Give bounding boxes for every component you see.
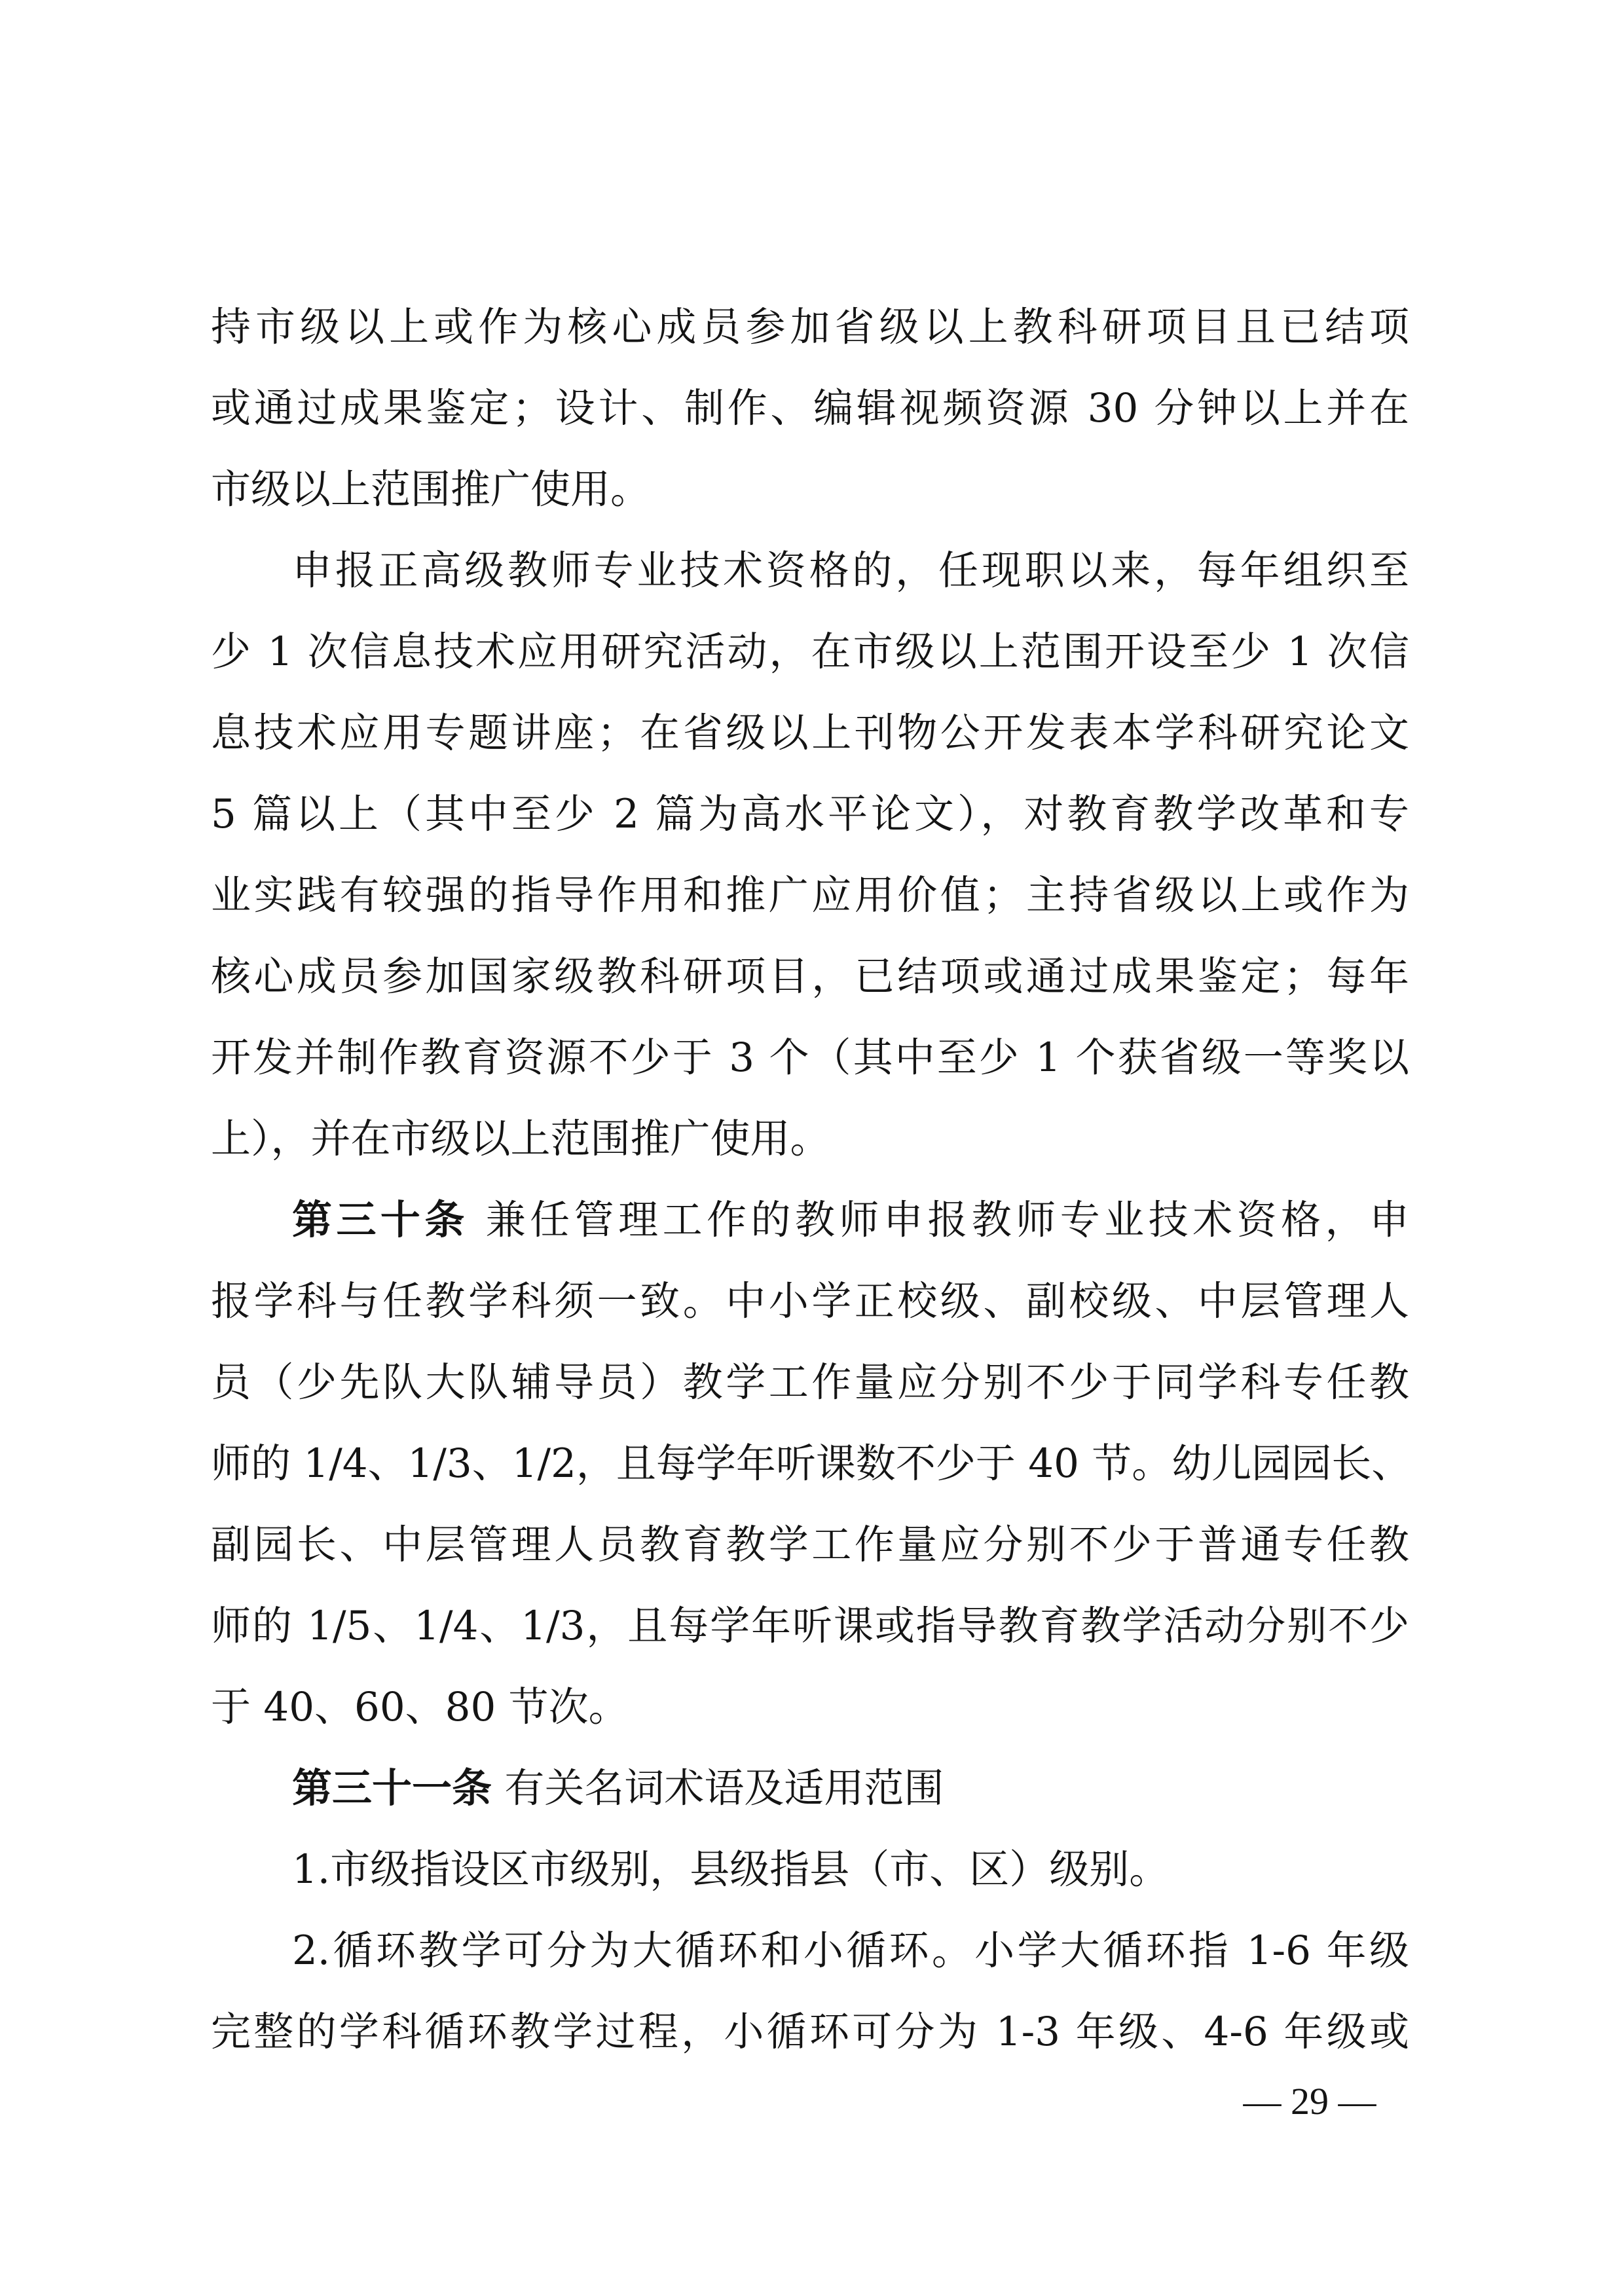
line-text: 报学科与任教学科须一致。中小学正校级、副校级、中层管理人 xyxy=(211,1278,1409,1324)
paragraph-line xyxy=(211,1425,1412,1503)
article-heading-line xyxy=(292,1749,1409,1828)
paragraph-line xyxy=(211,1993,1409,2071)
paragraph-line xyxy=(292,1831,1409,1909)
line-text: 开发并制作教育资源不少于 3 个（其中至少 1 个获省级一等奖以 xyxy=(211,1034,1409,1081)
paragraph-line xyxy=(211,1506,1409,1584)
paragraph-line xyxy=(211,1668,1409,1747)
line-text: 兼任管理工作的教师申报教师专业技术资格，申 xyxy=(485,1197,1409,1243)
paragraph-line xyxy=(211,369,1409,448)
line-text: 业实践有较强的指导作用和推广应用价值；主持省级以上或作为 xyxy=(211,872,1409,919)
paragraph-line xyxy=(292,1912,1409,1990)
paragraph-line xyxy=(292,532,1409,610)
paragraph-line xyxy=(211,938,1409,1016)
line-text: 持市级以上或作为核心成员参加省级以上教科研项目且已结项 xyxy=(211,304,1409,350)
paragraph-line xyxy=(211,613,1409,691)
line-text: 上），并在市级以上范围推广使用。 xyxy=(211,1116,830,1162)
paragraph-line xyxy=(211,1587,1409,1666)
line-text: 1.市级指设区市级别，县级指县（市、区）级别。 xyxy=(292,1846,1170,1893)
line-text: 师的 1/4、1/3、1/2，且每学年听课数不少于 40 节。幼儿园园长、 xyxy=(211,1440,1412,1487)
paragraph-line xyxy=(211,1262,1409,1341)
page-number: — 29 — xyxy=(1243,2080,1376,2123)
article-heading: 第三十一条 xyxy=(292,1765,492,1812)
line-text: 2.循环教学可分为大循环和小循环。小学大循环指 1-6 年级 xyxy=(292,1927,1409,1974)
paragraph-line xyxy=(211,1019,1409,1097)
line-text: 副园长、中层管理人员教育教学工作量应分别不少于普通专任教 xyxy=(211,1522,1409,1568)
paragraph-line xyxy=(211,775,1409,854)
line-text: 于 40、60、80 节次。 xyxy=(211,1684,629,1730)
paragraph-line xyxy=(211,694,1409,773)
paragraph-line xyxy=(211,1343,1409,1422)
paragraph-line xyxy=(211,450,1409,529)
article-heading: 第三十条 xyxy=(292,1197,469,1243)
line-text: 或通过成果鉴定；设计、制作、编辑视频资源 30 分钟以上并在 xyxy=(211,385,1409,431)
line-text: 员（少先队大队辅导员）教学工作量应分别不少于同学科专任教 xyxy=(211,1359,1409,1406)
line-text: 申报正高级教师专业技术资格的，任现职以来，每年组织至 xyxy=(292,547,1409,594)
line-text: 市级以上范围推广使用。 xyxy=(211,466,651,513)
line-text: 息技术应用专题讲座；在省级以上刊物公开发表本学科研究论文 xyxy=(211,710,1409,756)
article-heading-line xyxy=(292,1181,1409,1260)
paragraph-line xyxy=(211,856,1409,935)
line-text: 完整的学科循环教学过程，小循环可分为 1-3 年级、4-6 年级或 xyxy=(211,2009,1409,2055)
line-text: 核心成员参加国家级教科研项目，已结项或通过成果鉴定；每年 xyxy=(211,953,1409,1000)
paragraph-line xyxy=(211,1100,1409,1178)
line-text: 师的 1/5、1/4、1/3，且每学年听课或指导教育教学活动分别不少 xyxy=(211,1603,1409,1649)
line-text: 少 1 次信息技术应用研究活动，在市级以上范围开设至少 1 次信 xyxy=(211,629,1409,675)
paragraph-line xyxy=(211,288,1409,367)
line-text: 5 篇以上（其中至少 2 篇为高水平论文），对教育教学改革和专 xyxy=(211,791,1409,837)
line-text: 有关名词术语及适用范围 xyxy=(504,1765,944,1812)
